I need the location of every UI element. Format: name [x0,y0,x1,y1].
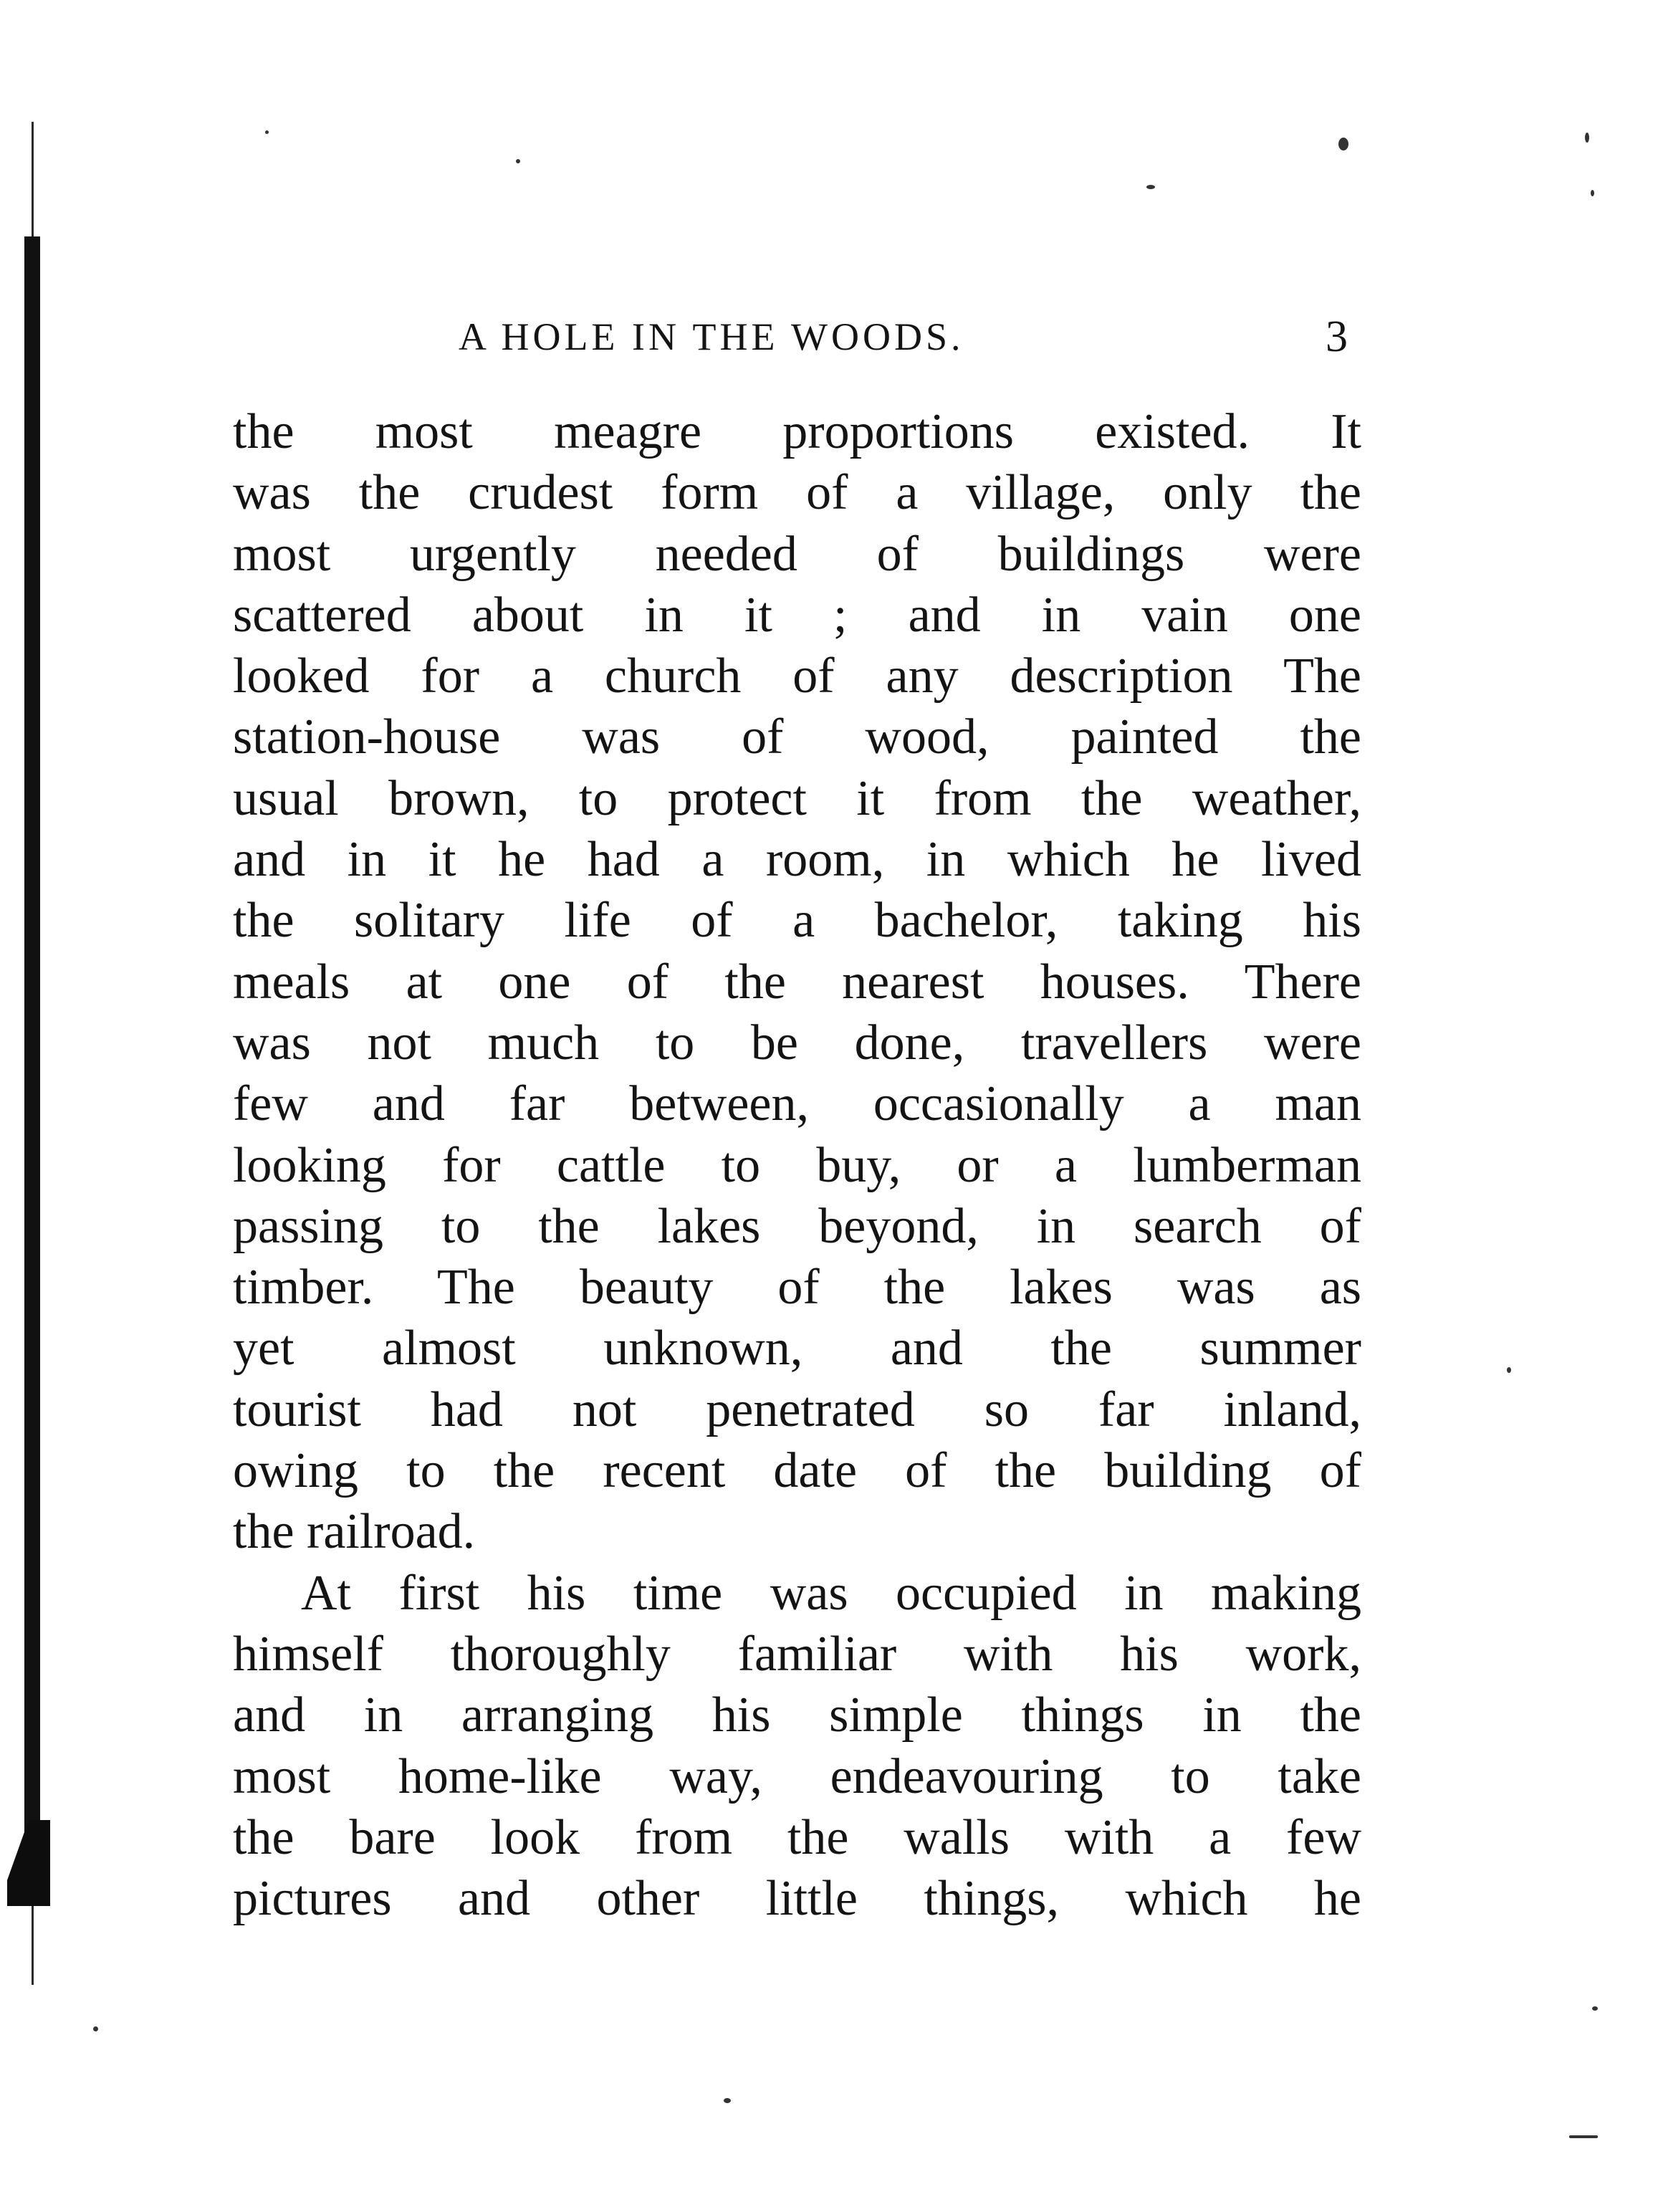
text-line: was not much to be done, travellers were [233,1015,1361,1071]
binding-edge-foot [7,1820,50,1906]
text-line: the solitary life of a bachelor, taking his [233,893,1361,949]
text-line: the bare look from the walls with a few [233,1809,1361,1865]
scan-speck [1585,133,1589,143]
body-text [233,401,1361,1929]
scan-speck [516,159,520,163]
binding-edge-shadow [24,236,40,1906]
text-line: looking for cattle to buy, or a lumberman [233,1137,1361,1193]
text-line: looked for a church of any description The [233,648,1361,704]
text-line: pictures and other little things, which he [233,1871,1361,1927]
scan-speck [1592,2006,1598,2011]
text-line: the railroad. [233,1504,476,1560]
scan-speck [724,2098,731,2103]
scan-speck [1338,138,1348,150]
text-line: passing to the lakes beyond, in search of [233,1198,1361,1254]
scan-speck [1591,190,1594,196]
running-title: A HOLE IN THE WOODS. [459,315,964,358]
text-line: few and far between, occasionally a man [233,1076,1361,1132]
text-line: himself thoroughly familiar with his work, [233,1626,1361,1682]
text-line: most urgently needed of buildings were [233,526,1361,582]
text-line: scattered about in it ; and in vain one [233,587,1361,643]
text-line: was the crudest form of a village, only the [233,465,1361,521]
scan-speck [265,130,269,134]
text-line: timber. The beauty of the lakes was as [233,1260,1361,1316]
scan-speck [93,2026,98,2031]
running-head [459,308,1361,365]
text-line: meals at one of the nearest houses. There [233,954,1361,1010]
text-line: station-house was of wood, painted the [233,709,1361,765]
text-line: usual brown, to protect it from the weather, [233,770,1361,826]
text-line: the most meagre proportions existed. It [233,404,1361,459]
page-number: 3 [1326,312,1351,361]
scan-speck [1569,2135,1598,2138]
text-line: yet almost unknown, and the summer [233,1321,1361,1376]
text-line: At first his time was occupied in making [301,1565,1361,1621]
text-line: and in arranging his simple things in the [233,1687,1361,1743]
text-line: and in it he had a room, in which he lived [233,832,1361,888]
scan-speck [1507,1367,1511,1373]
text-line: owing to the recent date of the building of [233,1443,1361,1499]
scan-speck [1146,185,1155,189]
text-line: most home-like way, endeavouring to take [233,1748,1361,1804]
text-line: tourist had not penetrated so far inland, [233,1382,1361,1437]
